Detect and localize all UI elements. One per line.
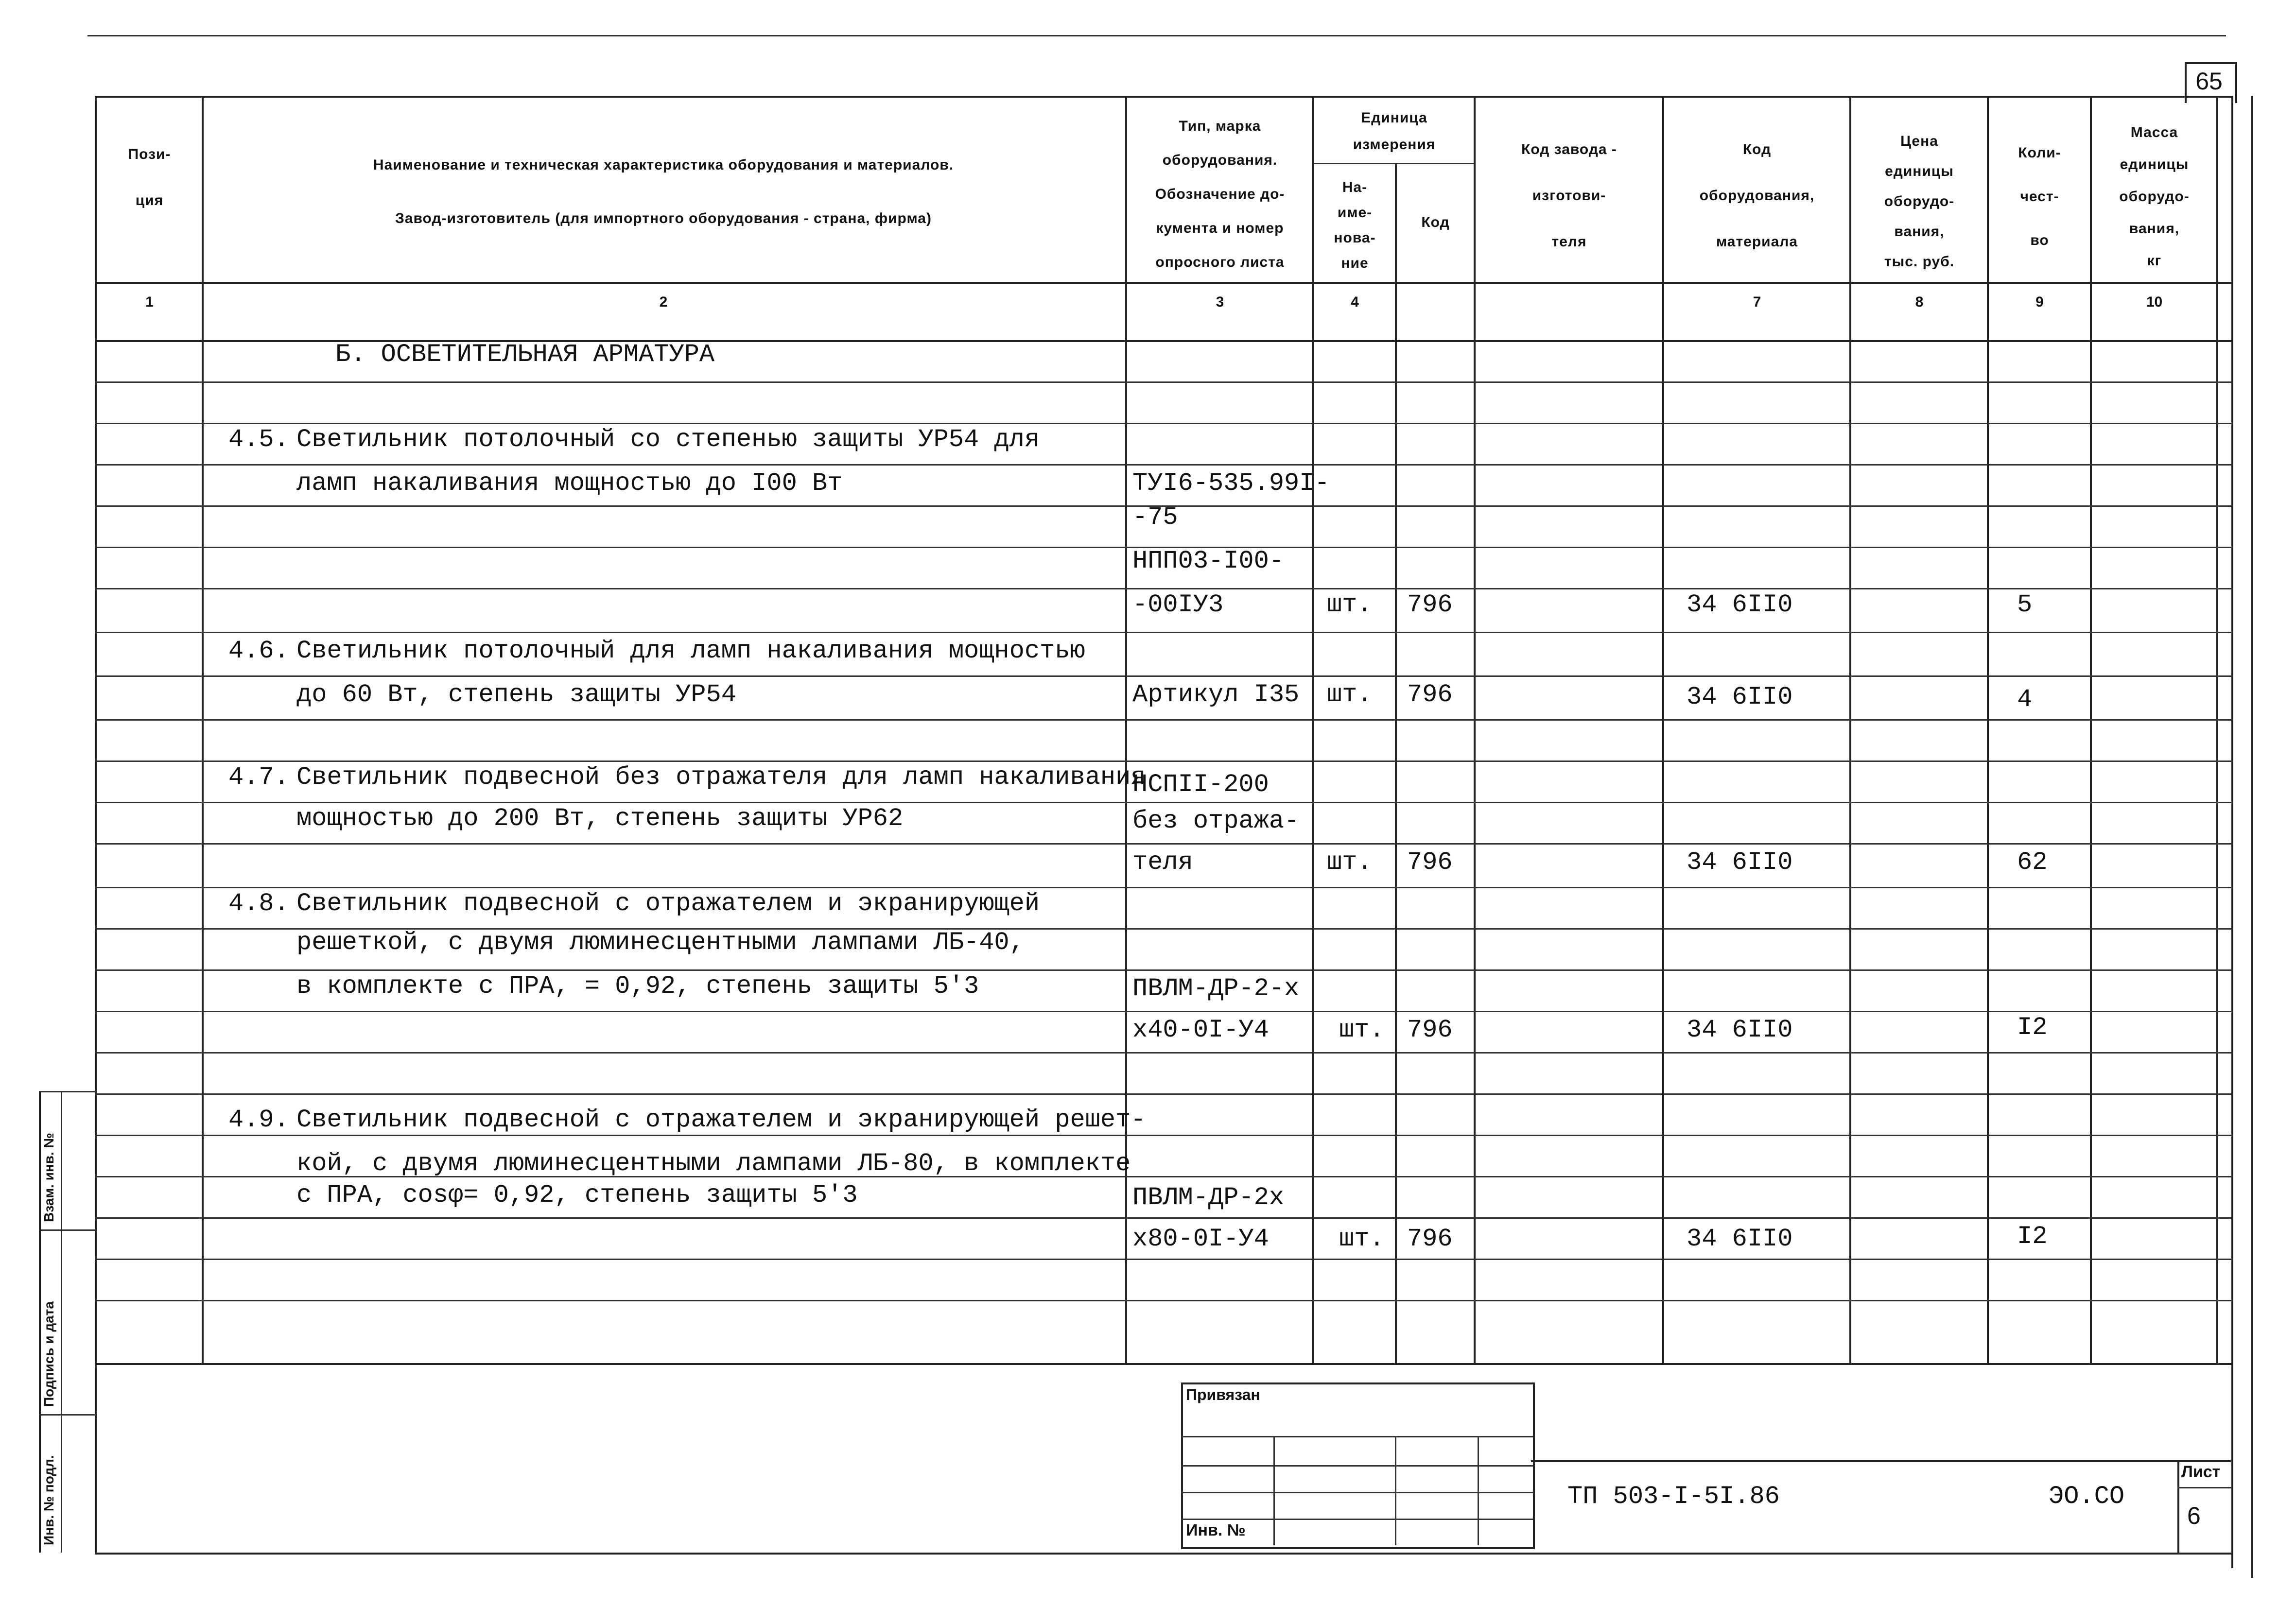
row-text: до 60 Вт, степень защиты УР54 (296, 680, 736, 709)
row-equip: 34 6II0 (1687, 590, 1793, 619)
header-type: Тип, марка оборудования. Обозначение до- кумента и номер опросного листа (1155, 118, 1285, 270)
row-type: ПВЛМ-ДР-2-х (1132, 974, 1300, 1003)
row-type: НПП03-I00- (1132, 547, 1285, 575)
header-name: Наименование и техническая характеристика оборудования и материалов. Завод-изготовитель (для импортного оборудования - страна, фирма) (373, 157, 954, 226)
row-equip: 34 6II0 (1687, 1016, 1793, 1044)
row-qty: I2 (2017, 1222, 2048, 1251)
row-pos: 4.7. (228, 763, 289, 792)
side-podpis: Подпись и дата (41, 1301, 56, 1407)
row-code: 796 (1407, 590, 1453, 619)
header-mass: Масса единицы оборудо- вания, кг (2119, 124, 2190, 269)
section-title: Б. ОСВЕТИТЕЛЬНАЯ АРМАТУРА (335, 340, 715, 369)
row-equip: 34 6II0 (1687, 1225, 1793, 1253)
row-unit: шт. (1327, 590, 1373, 619)
row-type: -00IУ3 (1132, 590, 1224, 619)
doc-code: ТП 503-I-5I.86 (1567, 1482, 1780, 1511)
frame-bottom (95, 1553, 2233, 1555)
row-code: 796 (1407, 1016, 1453, 1044)
row-text: в комплекте с ПРА, = 0,92, степень защиты 5'3 (296, 972, 979, 1001)
row-code: 796 (1407, 1225, 1453, 1253)
col-num-8: 8 (1915, 294, 1924, 310)
row-pos: 4.6. (228, 637, 289, 665)
row-text: Светильник подвесной с отражателем и экранирующей решет- (296, 1106, 1146, 1134)
row-unit: шт. (1327, 848, 1373, 877)
row-equip: 34 6II0 (1687, 683, 1793, 711)
row-qty: I2 (2017, 1013, 2048, 1042)
list-number: 6 (2187, 1502, 2201, 1529)
col-num-3: 3 (1216, 294, 1224, 310)
row-code: 796 (1407, 680, 1453, 709)
frame-right (2231, 96, 2233, 1568)
row-text: с ПРА, cosφ= 0,92, степень защиты 5'3 (296, 1181, 858, 1210)
row-type: Артикул I35 (1132, 680, 1300, 709)
row-type: х80-0I-У4 (1132, 1225, 1269, 1253)
col-num-7: 7 (1753, 294, 1761, 310)
stamp-inv-label: Инв. № (1186, 1521, 1246, 1539)
row-unit: шт. (1327, 680, 1373, 709)
col-num-2: 2 (659, 294, 668, 310)
header-price: Цена единицы оборудо- вания, тыс. руб. (1884, 133, 1955, 270)
row-type: НСПII-200 (1132, 770, 1269, 799)
sheet-number-top: 65 (2195, 68, 2223, 95)
row-text: кой, с двумя люминесцентными лампами ЛБ-80, в комплекте (296, 1149, 1131, 1178)
doc-mark: ЭО.СО (2049, 1482, 2125, 1511)
row-pos: 4.8. (228, 889, 289, 918)
row-qty: 5 (2017, 590, 2033, 619)
col-num-1: 1 (145, 294, 154, 310)
header-factory: Код завода - изготови- теля (1521, 141, 1617, 250)
row-unit: шт. (1339, 1225, 1385, 1253)
row-equip: 34 6II0 (1687, 848, 1793, 877)
row-text: решеткой, с двумя люминесцентными лампами ЛБ-40, (296, 928, 1025, 957)
row-type: -75 (1132, 503, 1178, 532)
frame-top (95, 96, 2233, 98)
list-label: Лист (2181, 1463, 2221, 1481)
stamp-privyazan-label: Привязан (1186, 1386, 1260, 1403)
row-type: ТУI6-535.99I- (1132, 469, 1330, 498)
header-unit-name: На- име- нова- ние (1334, 179, 1376, 271)
row-unit: шт. (1339, 1016, 1385, 1044)
side-vzam: Взам. инв. № (41, 1133, 56, 1222)
col-num-10: 10 (2146, 294, 2163, 310)
row-pos: 4.5. (228, 425, 289, 454)
header-unit: Единица измерения (1353, 110, 1436, 153)
row-text: Светильник потолочный для ламп накаливания мощностью (296, 637, 1085, 665)
side-inv-podl: Инв. № подл. (41, 1455, 56, 1545)
frame-left (95, 96, 97, 1553)
row-qty: 4 (2017, 685, 2033, 714)
row-type: х40-0I-У4 (1132, 1016, 1269, 1044)
header-unit-code: Код (1421, 214, 1450, 230)
row-text: Светильник подвесной с отражателем и экранирующей (296, 889, 1040, 918)
col-num-4: 4 (1351, 294, 1359, 310)
row-text: Светильник подвесной без отражателя для ламп накаливания (296, 763, 1146, 792)
header-position: Пози- ция (128, 146, 171, 208)
col-num-9: 9 (2035, 294, 2044, 310)
row-type: теля (1132, 848, 1193, 877)
header-equip-code: Код оборудования, материала (1699, 141, 1815, 250)
row-pos: 4.9. (228, 1106, 289, 1134)
row-code: 796 (1407, 848, 1453, 877)
row-text: ламп накаливания мощностью до I00 Вт (296, 469, 843, 498)
row-text: Светильник потолочный со степенью защиты УР54 для (296, 425, 1040, 454)
header-qty: Коли- чест- во (2018, 145, 2061, 248)
row-text: мощностью до 200 Вт, степень защиты УР62 (296, 804, 904, 833)
row-qty: 62 (2017, 848, 2048, 877)
row-type: без отража- (1132, 807, 1300, 835)
row-type: ПВЛМ-ДР-2х (1132, 1183, 1285, 1212)
